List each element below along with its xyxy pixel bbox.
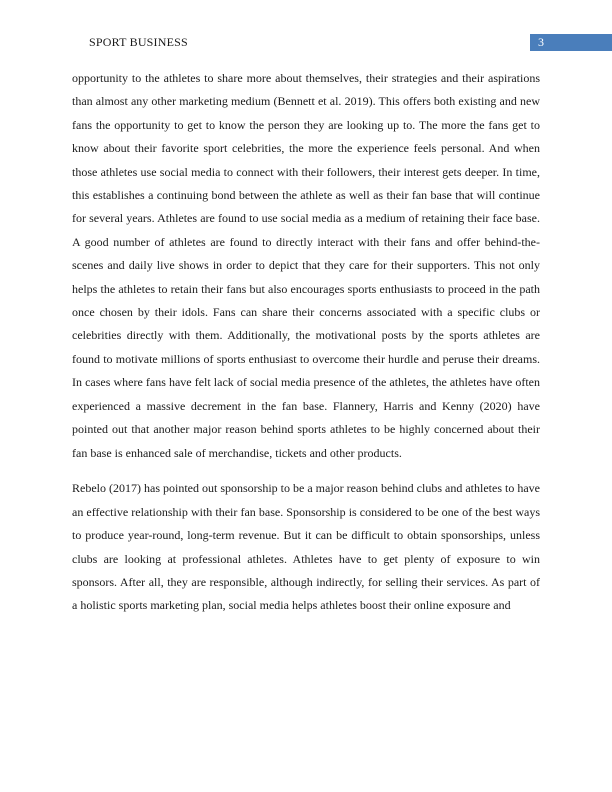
paragraph-social-media-fans: opportunity to the athletes to share more about themselves, their strategies and their aspirations than almost any other marketing medium (Bennett et al. 2019). This offers both existing and new fans the opportunity to get to know the person they are looking up to. The more the fans get to know about their favorite sport celebrities, the more the experience feels personal. And when those athletes use social media to connect with their followers, their interest gets deeper. In time, this establishes a continuing bond between the athlete as well as their fan base that will continue for several years. Athletes are found to use social media as a medium of retaining their face base. A good number of athletes are found to directly interact with their fans and offer behind-the-scenes and daily live shows in order to depict that they care for their supporters. This not only helps the athletes to retain their fans but also encourages sports enthusiasts to proceed in the path once chosen by their idols. Fans can share their concerns associated with a specific clubs or celebrities directly with them. Additionally, the motivational posts by the sports athletes are found to motivate millions of sports enthusiast to overcome their hurdle and peruse their dreams. In cases where fans have felt lack of social media presence of the athletes, the athletes have often experienced a massive decrement in the fan base. Flannery, Harris and Kenny (2020) have pointed out that another major reason behind sports athletes to be highly concerned about their fan base is enhanced sale of merchandise, tickets and other products. xyxy=(72,71,540,460)
paragraph-sponsorship: Rebelo (2017) has pointed out sponsorship to be a major reason behind clubs and athletes to have an effective relationship with their fan base. Sponsorship is considered to be one of the best ways to produce year-round, long-term revenue. But it can be difficult to obtain sponsorships, unless clubs are looking at professional athletes. Athletes have to get plenty of exposure to win sponsors. After all, they are responsible, although indirectly, for selling their services. As part of a holistic sports marketing plan, social media helps athletes boost their online exposure and xyxy=(72,481,540,613)
page-number: 3 xyxy=(538,35,544,49)
page-number-banner xyxy=(530,34,612,51)
running-header-title: SPORT BUSINESS xyxy=(89,35,188,49)
body-text xyxy=(72,67,540,618)
